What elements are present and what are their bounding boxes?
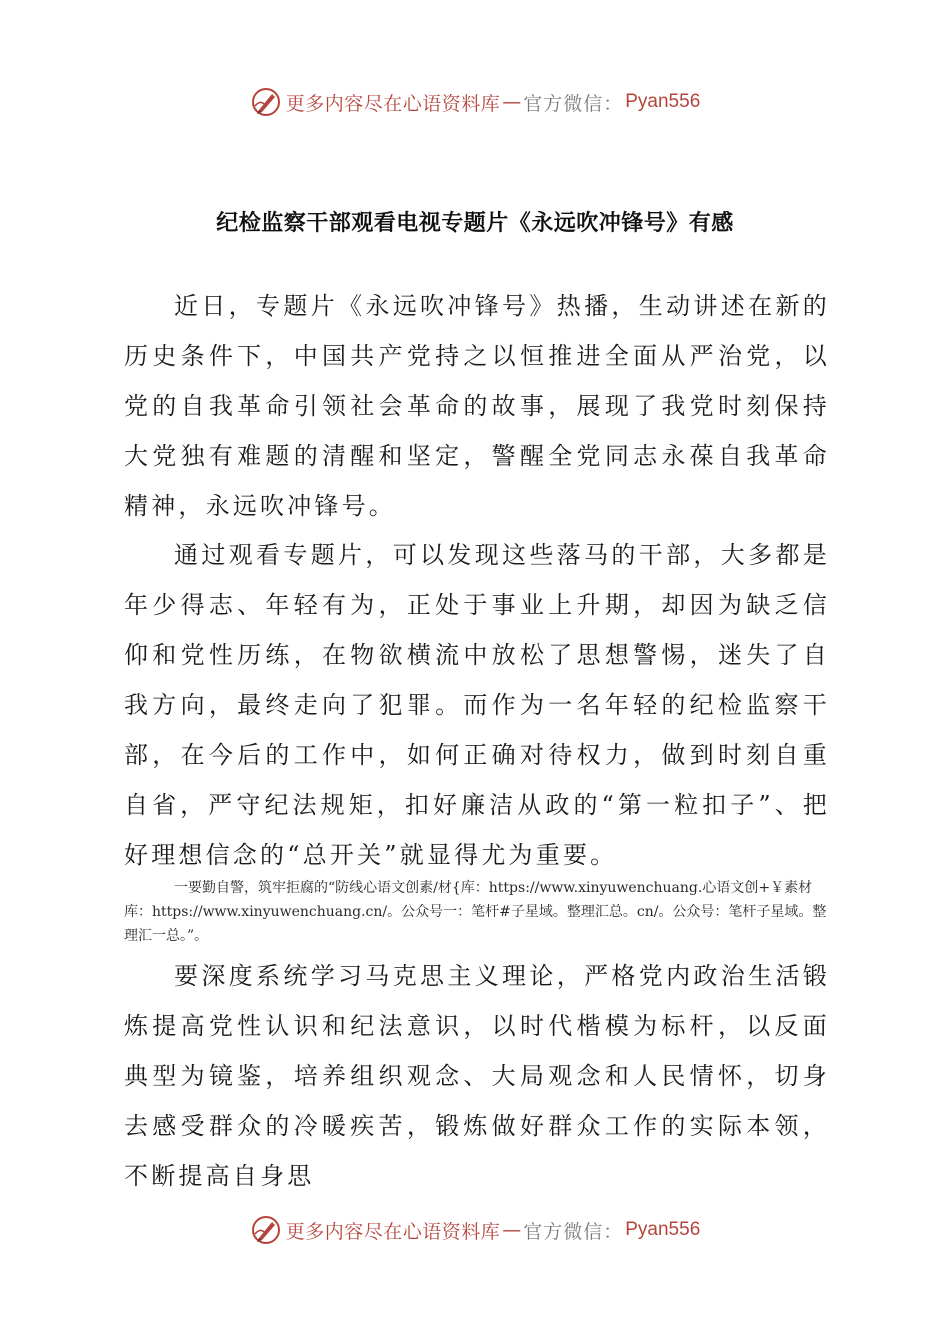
- banner-official-label: 官方微信：: [523, 92, 624, 115]
- banner-brand-text: 更多内容尽在心语资料库: [285, 92, 501, 115]
- banner-official-label: 官方微信：: [523, 1220, 624, 1243]
- banner-wechat-id: Pyan556: [625, 91, 701, 112]
- body-paragraph: 要深度系统学习马克思主义理论，严格党内政治生活锻炼提高党性认识和纪法意识，以时代楷模为标杆，以反面典型为镜鉴，培养组织观念、大局观念和人民情怀，切身去感受群众的冷暖疾苦，锻炼做好群众工作的实际本领，不断提高自身思: [124, 962, 830, 1190]
- document-title: 纪检监察干部观看电视专题片《永远吹冲锋号》有感: [216, 211, 734, 236]
- inserted-watermark-note: 一要勤自警，筑牢拒腐的“防线心语文创素/材{库：https://www.xinyuwenchuang.心语文创+￥素材库：https://www.xinyuwenchuang.cn/。公众号一：笔杆#子星域。整理汇总。cn/。公众号：笔杆子星域。整理汇一总。”。: [124, 880, 827, 944]
- pen-feather-logo-icon: [250, 86, 282, 118]
- banner-brand-text: 更多内容尽在心语资料库: [285, 1220, 501, 1243]
- body-paragraph: 通过观看专题片，可以发现这些落马的干部，大多都是年少得志、年轻有为，正处于事业上升期，却因为缺乏信仰和党性历练，在物欲横流中放松了思想警惕，迷失了自我方向，最终走向了犯罪。而作为一名年轻的纪检监察干部，在今后的工作中，如何正确对待权力，做到时刻自重自省，严守纪法规矩，扣好廉洁从政的“第一粒扣子”、把好理想信念的“总开关”就显得尤为重要。: [124, 541, 830, 869]
- banner-wechat-id: Pyan556: [625, 1219, 701, 1240]
- banner-dash: —: [502, 1219, 522, 1241]
- header-watermark-banner: [0, 82, 950, 122]
- pen-feather-logo-icon: [250, 1214, 282, 1246]
- banner-dash: —: [502, 91, 522, 113]
- body-paragraph: 近日，专题片《永远吹冲锋号》热播，生动讲述在新的历史条件下，中国共产党持之以恒推进全面从严治党，以党的自我革命引领社会革命的故事，展现了我党时刻保持大党独有难题的清醒和坚定，警醒全党同志永葆自我革命精神，永远吹冲锋号。: [124, 292, 830, 520]
- footer-watermark-banner: [0, 1210, 950, 1250]
